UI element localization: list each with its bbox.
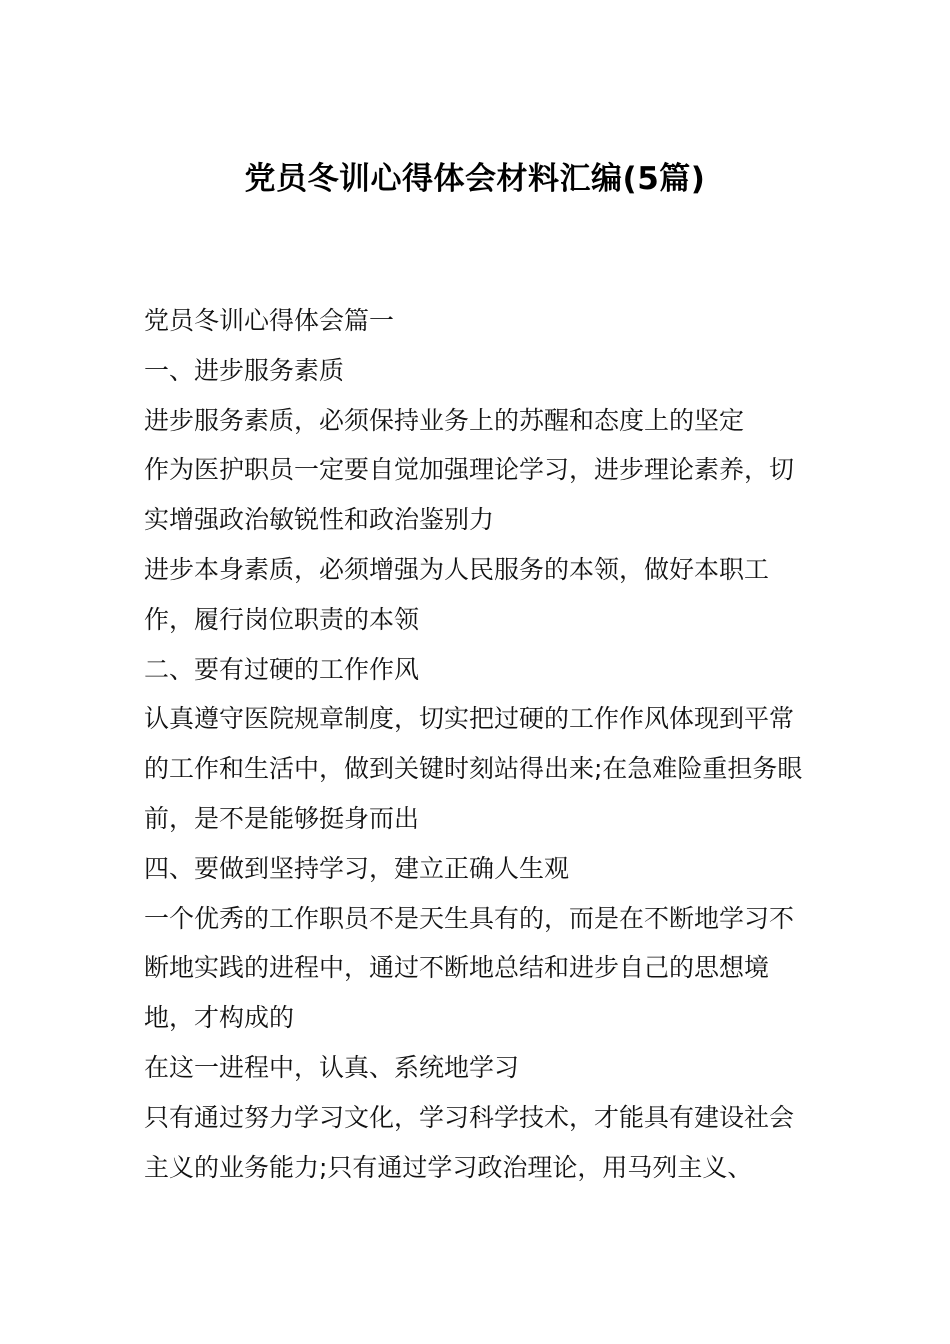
paragraph: 进步服务素质，必须保持业务上的苏醒和态度上的坚定	[144, 405, 745, 435]
paragraph: 一个优秀的工作职员不是天生具有的，而是在不断地学习不断地实践的进程中，通过不断地总结和进步自己的思想境地，才构成的	[144, 903, 795, 1033]
subsection-heading: 四、要做到坚持学习，建立正确人生观	[144, 853, 570, 883]
paragraph: 认真遵守医院规章制度，切实把过硬的工作作风体现到平常的工作和生活中，做到关键时刻站得出来;在急难险重担务眼前，是不是能够挺身而出	[144, 704, 803, 833]
paragraph: 只有通过努力学习文化，学习科学技术，才能具有建设社会主义的业务能力;只有通过学习政治理论，用马列主义、	[144, 1102, 795, 1182]
document-body	[144, 296, 812, 1192]
subsection-heading: 一、进步服务素质	[144, 355, 345, 385]
paragraph: 在这一进程中，认真、系统地学习	[144, 1052, 520, 1082]
subsection-heading: 二、要有过硬的工作作风	[144, 654, 420, 684]
document-title: 党员冬训心得体会材料汇编(5篇)	[244, 161, 706, 197]
section-heading: 党员冬训心得体会篇一	[144, 306, 395, 335]
paragraph: 进步本身素质，必须增强为人民服务的本领，做好本职工作，履行岗位职责的本领	[144, 554, 770, 634]
paragraph: 作为医护职员一定要自觉加强理论学习，进步理论素养，切实增强政治敏锐性和政治鉴别力	[144, 455, 795, 535]
